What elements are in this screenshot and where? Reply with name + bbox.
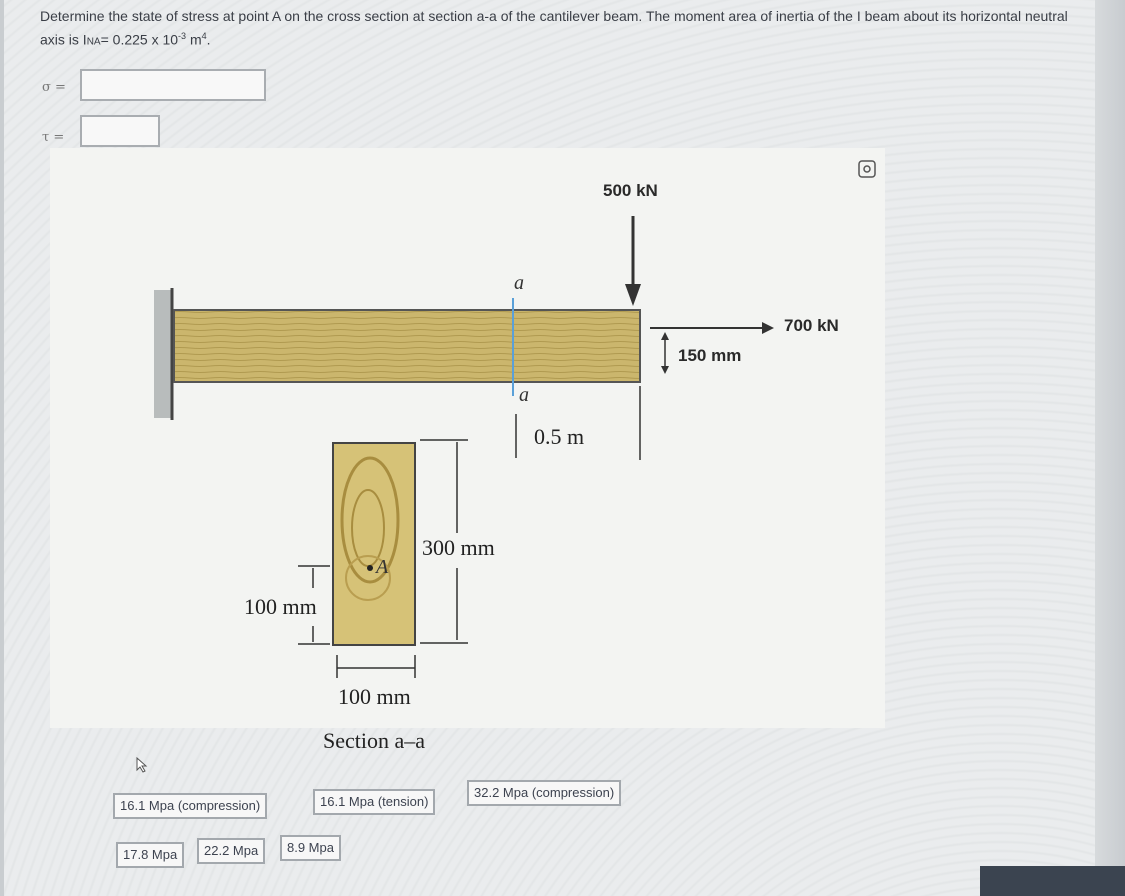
sigma-input[interactable]	[80, 69, 266, 101]
cross-section	[333, 443, 415, 645]
question-text: Determine the state of stress at point A on the cross section at section a-a of the cantilever beam. The moment area of inertia of the I beam about its horizontal neutral axis is INA= 0.225 x $10^{-3}$ $m^4$.	[40, 8, 1068, 48]
section-a-bottom-label: a	[519, 384, 529, 406]
arrow-down-icon	[625, 216, 641, 306]
option-22-2[interactable]: 22.2 Mpa	[197, 838, 265, 864]
pointer-cursor-icon	[136, 757, 148, 773]
dim-100-horizontal-label: 100 mm	[338, 684, 411, 709]
left-edge	[0, 0, 4, 896]
load-700-label: 700 kN	[784, 316, 839, 335]
depth-150-label: 150 mm	[678, 346, 742, 365]
taskbar-fragment	[980, 866, 1125, 896]
sigma-label: σ =	[42, 80, 66, 95]
beam	[174, 310, 640, 382]
section-a-top-label: a	[514, 272, 524, 294]
point-a-label: A	[376, 556, 389, 578]
option-8-9[interactable]: 8.9 Mpa	[280, 835, 341, 861]
load-500-label: 500 kN	[603, 181, 658, 200]
tau-input[interactable]	[80, 115, 160, 147]
wall-support	[154, 288, 172, 420]
beam-drawing	[50, 148, 885, 728]
zoom-icon[interactable]	[858, 160, 876, 178]
dim-100-vertical-label: 100 mm	[244, 594, 317, 619]
distance-label: 0.5 m	[534, 424, 585, 449]
beam-figure	[50, 148, 885, 753]
arrow-right-icon	[650, 322, 774, 334]
option-32-2-compression[interactable]: 32.2 Mpa (compression)	[467, 780, 621, 806]
right-edge	[1095, 0, 1125, 896]
point-a-dot	[367, 565, 373, 571]
option-16-1-compression[interactable]: 16.1 Mpa (compression)	[113, 793, 267, 819]
tau-label: τ =	[42, 130, 65, 145]
option-16-1-tension[interactable]: 16.1 Mpa (tension)	[313, 789, 435, 815]
height-300-label: 300 mm	[422, 535, 495, 560]
option-17-8[interactable]: 17.8 Mpa	[116, 842, 184, 868]
section-caption: Section a–a	[323, 728, 426, 753]
